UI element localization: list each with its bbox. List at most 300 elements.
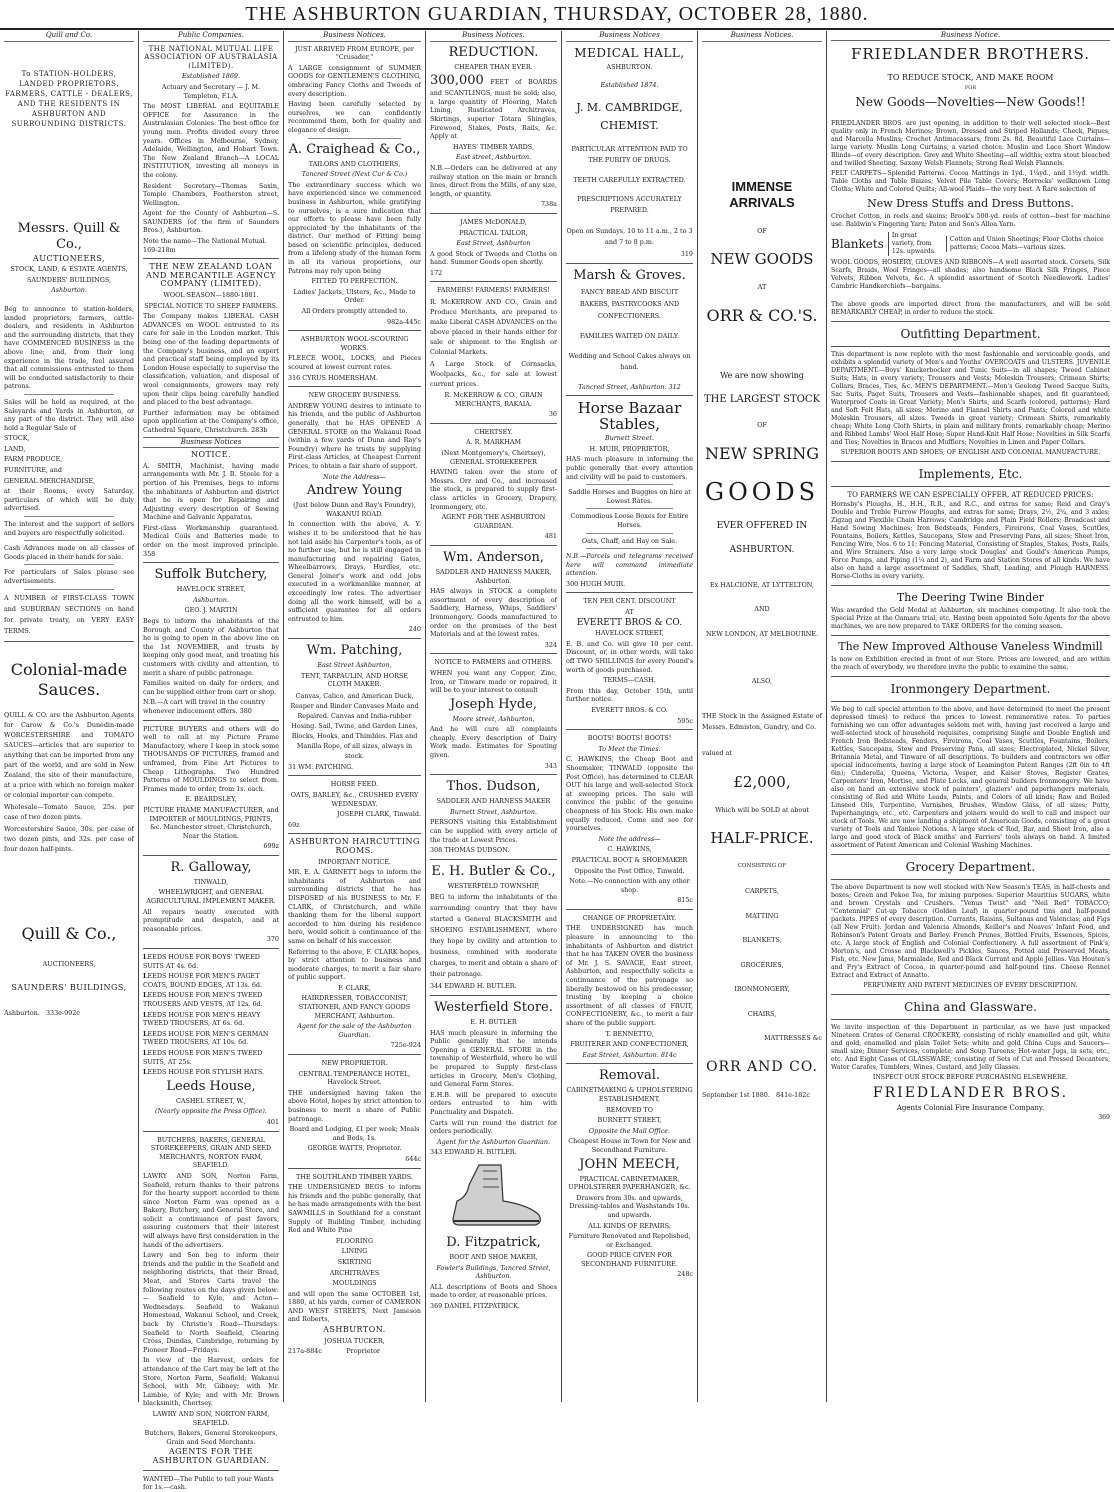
ad-text: AND bbox=[754, 605, 770, 614]
ad-text-span: Further information may be obtained upon application at the Company's office, Cathedral Square, Christchurch. bbox=[143, 408, 279, 434]
ad-text: valued at bbox=[702, 749, 732, 758]
ad-title: BOOTS! BOOTS! BOOTS! bbox=[587, 734, 672, 743]
ad-list-item: IRONMONGERY, bbox=[734, 985, 790, 994]
ad-text: and will open the same OCTOBER 1st, 1880, at his yards, corner of CAMERON AND WEST STREETS, Next Jameson and Roberts, bbox=[288, 1289, 421, 1324]
ad-ref: 36 bbox=[548, 410, 557, 419]
ad-firm-name: Thos. Dudson, bbox=[446, 779, 541, 795]
ad-footer bbox=[702, 1091, 822, 1100]
ad-text: Butchers, Bakers, General Storekeepers, Grain and Seed Merchants. bbox=[144, 1429, 278, 1446]
drop-cap: L bbox=[143, 972, 148, 981]
ad-text: FAMILIES WAITED ON DAILY. bbox=[579, 331, 680, 340]
ad-subtitle: CHEAPER THAN EVER. bbox=[454, 62, 533, 71]
ad-list-item: GROCERIES, bbox=[740, 960, 784, 969]
ad-text: Established 1874. bbox=[600, 81, 659, 90]
ad-text: Saddle Horses and Buggies on hire at Lowest Rates. bbox=[568, 488, 691, 505]
column-header: Business Notices. bbox=[702, 31, 822, 42]
ad-subtitle: WESTERFIELD TOWNSHIP, bbox=[447, 881, 540, 890]
ad-text: E.H.B. will be prepared to execute orders entrusted to him with Punctuality and Dispatch. bbox=[430, 1090, 557, 1116]
ad-firm-name: Wm. Anderson, bbox=[443, 549, 544, 565]
ad-subtitle: A. R. MARKHAM bbox=[465, 438, 522, 447]
ad-text: BEG to inform the inhabitants of the surrounding country that they have started a General BLACKSMITH and SHOEING ESTABLISHMENT, where they hope by civility and attention to business, combined with moderate charges, to merit and obtain a share of their patronage. bbox=[430, 893, 557, 979]
ad-subtitle: FITTED TO PERFECTION. bbox=[311, 277, 398, 286]
ad-title: NEW SPRING bbox=[704, 443, 820, 463]
ad-title: IMMENSE ARRIVALS bbox=[729, 178, 795, 210]
ad-text: ANDREW YOUNG desires to intimate to his friends, and the public of Ashburton generally, that he HAS OPENED A GENERAL STORE on the Wakanui Road (within a few yards of Dunn and Ray's Foundry) where he trusts by supplying First-class Articles, at Cheapest Current Prices, to obtain a fair share of support. bbox=[288, 401, 421, 470]
column-1-quill bbox=[0, 31, 138, 1402]
ad-heading: New Goods—Novelties—New Goods!! bbox=[855, 95, 1086, 109]
ad-ref: 725e-924 bbox=[390, 1041, 421, 1050]
ad-text: HAS much pleasure in informing the public generally that every attention and civility will be paid to customers. bbox=[566, 455, 693, 481]
ad-subtitle: GEO. J. MARTIN bbox=[184, 606, 238, 615]
ad-title: ORR & CO.'S. bbox=[706, 305, 818, 325]
ad-firm-name: ORR AND CO. bbox=[706, 1059, 818, 1076]
ad-list-item: SKIRTING bbox=[337, 1257, 372, 1266]
newspaper-page bbox=[0, 31, 1114, 1492]
ad-ref: 401 bbox=[266, 1117, 279, 1126]
ad-text bbox=[566, 1051, 693, 1060]
ad-town: Ashburton. bbox=[4, 1008, 40, 1017]
ad-town: ASHBURTON. bbox=[729, 545, 795, 556]
leeds-line bbox=[143, 953, 279, 970]
ad-town: ASHBURTON. bbox=[606, 62, 653, 71]
ad-text: N.B.—Parcels and telegrams received here will command immediate attention. bbox=[566, 552, 693, 578]
ad-text: Carts will run round the district for orders periodically. bbox=[430, 1118, 557, 1136]
ad-text: In connection with the above, A. Y. wishes it to be understood that he has not laid aside his Carpenter's tools, as of no further use, but he is still engaged in manufacturing and repairing Gates, Wheelbarrows, Drays, Hurdles, etc. General Joiner's work and odd jobs executed in a workmanlike manner, at exceedingly low rates. The advertiser doing all the work himself, will be a sufficient guarantee for all orders entrusted to him. bbox=[288, 520, 421, 623]
ad-ref: 699z bbox=[263, 842, 279, 851]
ad-text: Which will be SOLD at about bbox=[715, 805, 809, 814]
ad-text: at their Rooms, every Saturday, particulars of which will be duly advertised. bbox=[4, 487, 134, 513]
ad-text: ALSO, bbox=[751, 676, 773, 685]
ad-amount: £2,000, bbox=[733, 772, 791, 791]
ad-subtitle: AUCTIONEERS, bbox=[32, 253, 106, 263]
ad-text: CONSISTING OF bbox=[737, 863, 787, 870]
ad-text: OF bbox=[757, 226, 767, 235]
ad-firm-name: Suffolk Butchery, bbox=[154, 567, 268, 583]
ad-text: Note the Address— bbox=[323, 472, 386, 481]
ad-title: FRIEDLANDER BROTHERS. bbox=[850, 45, 1090, 63]
ad-text bbox=[143, 409, 279, 435]
ad-subtitle: INSPECT OUR STOCK BEFORE PURCHASING ELSEWHERE. bbox=[872, 1074, 1069, 1081]
leeds-text: EEDS HOUSE FOR MEN'S HEAVY TWEED TROUSERS, AT 6s. 6d. bbox=[143, 1010, 261, 1028]
ad-text: A LARGE consignment of SUMMER GOODS for GENTLEMEN'S CLOTHING, embracing Fancy Cloths and Tweeds of every description. bbox=[288, 63, 421, 98]
ad-text: The Company makes LIBERAL CASH ADVANCES on WOOL entrusted to its care for sale in the London market. This being one of the leading departments of the Company's business, and an expert and practical staff being employed by its London House especially to supervise the classification, valuation, and disposal of wool consignments, growers may rely upon their clips being carefully handled and placed to the best advantage. bbox=[143, 312, 279, 407]
ad-text: In view of the Harvest, orders for attendance of the Cart may be left at the Store, Norton Farm, Seafield; Wakanui School, with Mr. Gibney; with Mr. Lambie, of Kyle; and with Mr. Brown blacksmith, Chertsey. bbox=[143, 1356, 279, 1408]
ad-text: ALL KINDS OF REPAIRS. bbox=[588, 1221, 671, 1230]
ad-text: Cotton and Union Sheetings; Floor Cloths choice patterns; Cocoa Mats—various sizes. bbox=[946, 236, 1110, 252]
ad-firm-name: FRIEDLANDER BROS. bbox=[872, 1085, 1069, 1101]
ad-ref: 283b bbox=[251, 425, 268, 434]
ad-text: Lawry and Son beg to inform their friends and the public in the Seafield and neighboring districts, that their Bread, Meat, and Stores Carts travel the following routes on the days given below:— Seafield to Kyle, and Acton—Wednesdays. Seafield to Wakanui Homestead, Wakanui School, and Creek, back by Christie's Road—Thursdays. Seafield to North Seafield, Clearing Cross, Dundas, Cambridge, returning by Pioneer Road—Fridays. bbox=[143, 1251, 279, 1354]
drop-cap: L bbox=[143, 1068, 148, 1077]
ad-text: 316 CYRUS HOMERSHAM. bbox=[288, 373, 378, 382]
ad-subtitle: IMPORTANT NOTICE. bbox=[318, 857, 391, 866]
ad-text: Sales will be held as required, at the Saleyards and Yards in Ashburton, or any part of the district. They will also hold a Regular Sale of bbox=[4, 397, 134, 432]
ad-subtitle: TERMS—CASH. bbox=[603, 676, 656, 685]
ad-title: THE NEW ZEALAND LOAN AND MERCANTILE AGENCY COMPANY (LIMITED). bbox=[146, 262, 276, 289]
ad-firm-name: JOHN MEECH, bbox=[579, 1156, 680, 1172]
ad-subtitle: WOOL SEASON—1880-1881. bbox=[163, 291, 259, 300]
ad-text: A Large Stock of Cornsacks, Woolpacks, &c., for sale at lowest current prices. bbox=[430, 360, 557, 389]
ad-list-item: CARPETS, bbox=[745, 886, 779, 895]
ad-subtitle: BOOT AND SHOE MAKER, bbox=[449, 1252, 538, 1261]
ad-text: A good Stock of Tweeds and Cloths on hand. Summer Goods open shortly. bbox=[430, 249, 557, 267]
ad-subtitle: T. BENNETTO, bbox=[605, 1029, 654, 1038]
ad-text: All repairs neatly executed with promptitude and despatch, and at reasonable prices. bbox=[143, 907, 279, 933]
ad-firm-name: Joseph Hyde, bbox=[449, 696, 538, 712]
ad-text: Agent for the sale of the Ashburton Guardian. bbox=[297, 1022, 412, 1039]
ad-subtitle: SADDLER AND HARNESS MAKER bbox=[436, 797, 551, 806]
masthead-rule bbox=[0, 28, 1114, 30]
ad-heading: Implements, Etc. bbox=[918, 467, 1023, 481]
ad-list-item: MATTING bbox=[745, 911, 779, 920]
ad-text: Burnett Street. bbox=[604, 434, 655, 443]
ad-list-item: FARM PRODUCE, bbox=[4, 455, 63, 464]
ad-list-item: MATTRESSES &c bbox=[764, 1034, 822, 1043]
ad-subtitle: TENT, TARPAULIN, AND HORSE CLOTH MAKER. bbox=[301, 671, 408, 689]
ad-footer bbox=[288, 1347, 421, 1356]
ad-text: Agents Colonial Fire Insurance Company. bbox=[896, 1104, 1045, 1112]
ad-subtitle: LAWRY AND SON, NORTON FARM, SEAFIELD. bbox=[152, 1409, 270, 1427]
ad-text: 344 EDWARD H. BUTLER. bbox=[430, 982, 517, 991]
ad-text: The interest and the support of sellers and buyers are respectfully solicited. bbox=[4, 520, 134, 537]
ad-subtitle: SUPERIOR BOOTS AND SHOES, OF ENGLISH AND COLONIAL MANUFACTURE. bbox=[840, 449, 1101, 456]
ad-ref: 369 bbox=[1098, 1114, 1110, 1121]
ad-firm-name: Leeds House, bbox=[166, 1078, 256, 1094]
drop-cap: L bbox=[143, 1048, 148, 1057]
ad-subtitle: C. HAWKINS, bbox=[607, 845, 652, 854]
ad-ref: 333e-992c bbox=[45, 1008, 80, 1017]
ad-text: Is now on Exhibition erected in front of our Store. Prices are lowered, and are within the reach of everybody, we therefore invite the public to examine the same. bbox=[831, 656, 1110, 671]
boot-shape bbox=[453, 1165, 540, 1225]
ad-text: A NUMBER of FIRST-CLASS TOWN and SUBURBAN SECTIONS on hand for private treaty, on VERY EASY TERMS. bbox=[4, 593, 134, 635]
ad-list-item: ARCHITRAVES bbox=[329, 1268, 380, 1277]
ad-subtitle: AGENTS FOR THE ASHBURTON GUARDIAN. bbox=[152, 1447, 270, 1465]
ad-text: FLEECE WOOL, LOCKS, and Pieces scoured at lowest current rates. bbox=[288, 354, 421, 371]
section-header: Business Notices bbox=[143, 437, 279, 449]
ad-text: Begs to inform the inhabitants of the Borough and County of Ashburton that he is going to open in the above line on the 1st NOVEMBER, and trusts by keeping only good meat, and treating his customers with civility and attention, to merit a share of public patronage. bbox=[143, 617, 279, 677]
ad-text: Having been carefully selected by ourselves, we can confidently recommend them, both for quality and elegance of design. bbox=[288, 100, 421, 134]
ad-title: Colonial-made Sauces. bbox=[10, 659, 128, 699]
ad-text: AGENT FOR THE ASHBURTON GUARDIAN. bbox=[441, 513, 546, 530]
ad-text: Agent for the Ashburton Guardian. bbox=[436, 1137, 550, 1146]
ad-heading: New Dress Stuffs and Dress Buttons. bbox=[867, 197, 1074, 210]
ad-text: PRACTICAL TAILOR, bbox=[459, 228, 528, 237]
ad-heading: The New Improved Althouse Vaneless Windmill bbox=[838, 640, 1103, 653]
ad-heading: The Deering Twine Binder bbox=[896, 591, 1045, 604]
drop-cap: L bbox=[143, 953, 148, 962]
ad-text: Opposite the Mail Office. bbox=[588, 1126, 671, 1135]
ad-text: Hornsby's Ploughs, H., H.H., R.R., and R.C., and extras for same; Reid and Gray's Double and Treble Furrow Ploughs, and extras for same; Drays, 2½, 2¾, and 3 axles; Zigzag and Flexible Chain Harrows; Cambridge and Plain Field Rollers; Broadcast and Hand Sowing Machines; Iron Bedsteads, Fenders, Fireirons, Coal Vases, Scuttles, Fountains, Boilers, Kettles, Saucepans, Stew and Preserving Pans, all sizes; Sheet Iron, Fencing Wire, Nos. 6 to 11; Fencing Material, Consisting of Staples, Stakes, Posts, Rails, and Wire Strainers. Also a very large stock Douglas' and Gould's American Pumps, Force Pumps, and Piping (1¼ and 2), and Farm and Station Stores of all kinds. We have also on hand a large assortment of Saddles, Shaft, Leading, and Plough HARNESS. Horse-Cloths in every variety. bbox=[831, 501, 1110, 580]
ad-text: We beg to call special attention to the above, and have determined (to meet the present depressed times) to reduce the prices to lowest remunerative rates. To parties furnishing we can offer advantages seldom met with, having just received a large and well-selected stock of household requisites, comprising Single and Double English and French Iron Bedsteads, Fenders, Fireirons, Coal Vases, Scuttles, Fountains, Boilers, Kettles, Saucepans, Stew and Preserving Pans, all sizes; Electroplated, Nickel Silver, Britannia Metal, and Tinware of all descriptions. To builders and contractors we offer special inducements, having a large stock of Leamington Patent Ranges (2ft 6in to 4ft 6in); Cinderella, Queens, Victoria, Vesper, and Kaiser Stoves, Register Grates, Carpenters' Iron, Mortise, and Plate Locks, and general builders Ironmongery. We have also on hand an extensive stock of painters', glaziers' and paperhangers materials, consisting of Red and White Leads, Paints, and Colors of all kinds; Raw and Boiled Linseed Oils, Turpentine, Varnishes, Brushes, Window Glass, of all sizes; Putty, Paperhangings, etc., etc. Carpenters and joiners would do well to call and inspect our stock of Tools. We are now landing a shipment of American Goods, consisting of a great variety of Tools and Yankee Notions. A large stock of Rod, Bar, and Sheet Iron, also a large and good stock of Black smiths' and Farriers' tools always on hand. A limited assortment of Patent American and Colonial Washing Machines. bbox=[831, 706, 1110, 849]
ad-heading: Ironmongery Department. bbox=[890, 682, 1051, 696]
ad-title: CHERTSEY. bbox=[474, 427, 513, 436]
ad-firm-name: Messrs. Quill & Co., bbox=[17, 220, 121, 252]
column-header: Public Companies. bbox=[143, 31, 279, 42]
ad-ref: 240 bbox=[408, 625, 421, 634]
ad-text: We invite inspection of this Department in particular, as we have just unpacked Nineteen Crates of General CROCKERY, consisting of richly enamelled and gilt, white and gold, enamelled and plain Toilet Sets; white and gold China Cups and Saucers—small size; Dinner Services, complete; and Soup Tureens; Hot-water Jugs, in sets, etc., etc. And Eight Cases of GLASSWARE, consisting of Sets of Cut and Pressed Decanters, Water Carafes, Tumblers, Wines, Custard, and Jelly Glasses. bbox=[831, 1024, 1110, 1071]
ad-list-item: STOCK, bbox=[4, 434, 30, 443]
ad-title: ASHBURTON WOOL-SCOURING WORKS. bbox=[300, 335, 409, 352]
ad-text: FRUITERER AND CONFECTIONER, bbox=[570, 1040, 689, 1049]
ad-firm-name: Quill & Co., bbox=[21, 923, 117, 943]
ad-footer bbox=[4, 1009, 134, 1018]
ad-title: HALF-PRICE. bbox=[710, 829, 814, 848]
ad-text: Crochet Cotton, in reels and skeins; Brook's 500-yd. reels of cotton—best for machine use. Baldwin's Fingering Yarn; Paton and Son's Alloa Yarn. bbox=[831, 213, 1110, 228]
leeds-line bbox=[143, 1068, 279, 1077]
ad-text: East Street, Ashburton bbox=[456, 239, 531, 248]
ad-text: Board and Lodging, £1 per week; Meals and Beds, 1s. bbox=[289, 1125, 420, 1142]
ad-text-span: N.B.—A cart will travel in the country whenever inducement offers. bbox=[143, 698, 266, 715]
ad-subtitle: H. MUIR, PROPRIETOR, bbox=[589, 444, 670, 453]
ad-text: AT bbox=[757, 283, 767, 292]
ad-text: Oats, Chaff, and Hay on Sale. bbox=[581, 536, 678, 545]
boot-illustration bbox=[439, 1161, 549, 1231]
ad-text: Resident Secretary—Thomas Saxin, Temple Chambers, Featherston street, Wellington. bbox=[143, 181, 279, 207]
ad-text: From this day, October 15th, until further notice. bbox=[566, 686, 693, 704]
masthead: THE ASHBURTON GUARDIAN, THURSDAY, OCTOBER 28, 1880. bbox=[245, 3, 869, 25]
ad-ref: 841e-182c bbox=[775, 1091, 810, 1100]
ad-subtitle: JOSHUA TUCKER, bbox=[324, 1336, 385, 1345]
ad-text: E. B. and Co. will give 10 per cent. Discount, or, in other words, will take off TWO SHILLINGS for every Pound's worth of goods purchased. bbox=[566, 639, 693, 674]
leeds-line bbox=[143, 1049, 279, 1066]
ad-text: (Just below Dunn and Ray's Foundry), WAKANUI ROAD. bbox=[293, 501, 416, 518]
ad-note: Note the name—The National Mutual. bbox=[143, 237, 267, 246]
leeds-text: EEDS HOUSE FOR BOYS' TWEED SUITS AT 4s. 6d. bbox=[143, 953, 260, 970]
ad-text: HAS much pleasure in informing the Public generally that he intends Opening a GENERAL STORE in the township of Westerfield, where he will be prepared to Supply first-class articles in Grocery, Men's Clothing, and General Farm Stores. bbox=[430, 1028, 557, 1089]
ad-text: Note.—No connection with any other shop. bbox=[569, 877, 690, 894]
ad-ref: 319 bbox=[680, 250, 693, 259]
ad-subtitle: GEORGE WATTS, Proprietor. bbox=[307, 1144, 402, 1153]
ad-text: GOOD PRICE GIVEN FOR SECONDHAND FURNITURE. bbox=[581, 1251, 678, 1268]
ad-text: OATS, BARLEY, &c., CRUSHED EVERY WEDNESDAY. bbox=[290, 791, 419, 808]
ad-text: Canvas, Calico, and American Duck, Reaper and Binder Canvases Made and Repaired. Canvas and India-rubber Hosing. Sail, Twine, and Garden Lines, Blocks, Hooks, and Thimbles. Flax and Manilla Rope, of all sizes, always in stock. bbox=[290, 691, 419, 760]
ad-subtitle: E. H. BUTLER bbox=[470, 1018, 517, 1026]
ad-title: NEW GOODS bbox=[710, 250, 814, 269]
ad-date: September 1st 1880. bbox=[702, 1091, 770, 1100]
ad-text: And he will cure all complaints cheaply. Every description of Dairy Work made. Estimates for Spouting given. bbox=[430, 725, 557, 760]
ad-text bbox=[430, 73, 557, 141]
ad-text: QUILL & CO. are the Ashburton Agents for Carow & Co.'s Dunedin-made WORCESTERSHIRE and TOMATO SAUCES—articles that are superior to anything that can be imported from any part of the world, and are sold in New Zealand, the site of their manufacture, at a price with which no foreign maker or colonial importer can compete. bbox=[4, 710, 134, 799]
ad-text: In great variety, from 12s. upwards. bbox=[888, 232, 942, 256]
ad-ref: 324 bbox=[544, 640, 557, 649]
ad-subtitle: HAVELOCK STREET, bbox=[176, 585, 246, 594]
ad-text: LAWRY AND SON, Norton Farm, Seafield, return thanks to their patrons for the hearty support accorded to them since Norton Farm was opened as a Bakery, Butchery, and General Store, and solicit a continuance of past favors, assuring customers that their interest will always have first consideration in the hands of the advertisers. bbox=[143, 1171, 279, 1249]
ad-title: FARMERS! FARMERS! FARMERS! bbox=[437, 286, 550, 295]
ad-text: FELT CARPETS—Splendid Patterns. Cocoa Mattings in 1yd., 1¼yd., and 1½yd. width. Table Cloths and Table Baizes; Velvet Pile Table Covers; Horrocks' wellknown Long Cloths; White and Colored Quilts; All-wool Plaids—the very best. A Rare selection of bbox=[831, 170, 1110, 193]
drop-cap: L bbox=[143, 991, 148, 1000]
ad-list-item: LAND, bbox=[4, 444, 26, 453]
ad-text: 31 WM. PATCHING. bbox=[288, 762, 354, 771]
ad-text: Beg to announce to station-holders, landed proprietors, farmers, cattle-dealers, and residents in Ashburton and the surrounding districts, that they have COMMENCED BUSINESS in the above line; and, from their long experience in the trade, feel assured that all commissions entrusted to them will be conducted satisfactorily to their patrons. bbox=[4, 304, 134, 391]
ad-text: REMOVED TO bbox=[605, 1105, 654, 1114]
ad-text: NEW LONDON, AT MELBOURNE. bbox=[705, 629, 819, 638]
ad-ref: 217a-884c bbox=[288, 1347, 322, 1356]
ad-text: 300 HUGH MUIR. bbox=[566, 579, 626, 588]
ad-text: (Nearly opposite the Press Office). bbox=[155, 1107, 267, 1116]
ad-text: Wholesale—Tomato Sauce, 25s. per case of two dozen pints. bbox=[4, 802, 134, 821]
ad-ref: 814c bbox=[660, 1050, 677, 1059]
ad-subtitle: WHEELWRIGHT, and GENERAL AGRICULTURAL IMPLEMENT MAKER. bbox=[146, 888, 276, 906]
ad-text: Referring to the above, F. CLARK hopes, by strict attention to business and moderate charges, to merit a fair share of public support. bbox=[288, 947, 421, 982]
ad-text: THE UNDERSIGNED BEGS to inform his friends and the public generally, that he has made arrangements with the best SAWMILLS in Southland for a constant Supply of Building Timber, including Red and White Pine bbox=[288, 1183, 421, 1235]
ad-text: Furniture Renovated and Repolished, or Exchanged. bbox=[568, 1232, 691, 1249]
ad-list-item: GENERAL MERCHANDISE, bbox=[4, 476, 96, 485]
ad-title: NEW GROCERY BUSINESS. bbox=[308, 391, 401, 400]
column-header: Business Notices. bbox=[430, 31, 557, 42]
drop-cap: L bbox=[143, 1029, 148, 1038]
ad-text: HAVING taken over the store of Messrs. Orr and Co., and increased the stock, is prepared to supply first-class articles in Grocery, Drapery, Ironmongery, etc. bbox=[430, 468, 557, 511]
ad-subtitle: R. McKERROW & CO., GRAIN MERCHANTS, RAKAIA. bbox=[444, 391, 543, 408]
ad-subtitle: STOCK, LAND, & ESTATE AGENTS, bbox=[10, 265, 128, 274]
ad-list-item: FURNITURE, and bbox=[4, 466, 62, 475]
ad-title: NEW PROPRIETOR. bbox=[321, 1059, 388, 1068]
ad-text: East street, Ashburton. bbox=[455, 153, 532, 162]
ad-list-item: MOULDINGS bbox=[332, 1279, 377, 1288]
ad-text: Cash Advances made on all classes of Goods placed in their hands for sale. bbox=[4, 544, 134, 561]
ad-text: THE undersigned having taken the above Hotel, hopes by strict attention to business to merit a share of Public patronage. bbox=[288, 1088, 421, 1123]
ad-title: THE NATIONAL MUTUAL LIFE ASSOCIATION OF AUSTRALASIA (LIMITED). bbox=[144, 44, 278, 70]
ad-text: The extraordinary success which we have experienced since we commenced business in Ashburton, while gratifying to ourselves, is a sure indication that our efforts to please have been fully appreciated by the inhabitants of the district. Our method of Fitting being based on scientific principles, deduced from a lifelong study of the human form in all its various proportions, our Patrons may rely upon being bbox=[288, 180, 421, 275]
leeds-text: EEDS HOUSE FOR MEN'S TWEED SUITS, AT 25s. bbox=[143, 1048, 263, 1066]
ad-text: Drawers from 30s. and upwards, Dressing-tables and Washstands 10s. and upwards. bbox=[569, 1193, 690, 1219]
ad-firm-name: Westerfield Store. bbox=[434, 1000, 553, 1015]
ad-text: C. HAWKINS, the Cheap Boot and Shoemaker, TINWALD (opposite the Post Office), has determined to CLEAR OUT his large and well-selected Stock at sweeping prices. The sale will convince the public of the genuine cheapness of his Stock. His own make equally reduced. Come and see for yourselves. bbox=[566, 755, 693, 833]
ad-text: Established 1869. bbox=[181, 72, 241, 81]
ad-text bbox=[143, 524, 279, 558]
ad-text: FRIEDLANDER BROS. are just opening, in addition to their well selected stock—Best quality only in French Merinos; Brown, Dressed and Striped Hollands; Check, Piques, and Marcella Muslins; Crochet Antimacassars, from 2s. 8d. Beautiful Lace Curtains—large variety. Muslin Long Curtains, a varied choice. Muslin and Lace Short Window Blinds—of every description. Grey and White Sheeting—all widths; extra stout bleached and twilled Sheeting. Saxony Welsh Flannels; Strong Real Welsh Flannels. bbox=[831, 120, 1110, 167]
ad-firm-name: J. M. CAMBRIDGE, bbox=[576, 100, 683, 114]
column-header: Business Notices. bbox=[288, 31, 421, 42]
ad-text bbox=[143, 237, 279, 254]
ad-heading: Grocery Department. bbox=[905, 860, 1036, 874]
ad-subtitle: SAUNDERS' BUILDINGS, bbox=[26, 275, 112, 284]
column-4-business-notices bbox=[426, 31, 561, 1402]
column-header: Quill and Co. bbox=[4, 31, 134, 42]
column-2-public-companies bbox=[139, 31, 283, 1492]
ad-text-span: Proprietor bbox=[346, 1347, 380, 1356]
ad-text: N.B.—Orders can be delivered at any railway station on the main or branch lines, direct from the Mills, of any size, length, or quantity. bbox=[430, 163, 557, 198]
ad-list-item: FLOORING bbox=[335, 1236, 374, 1245]
ad-text-span: First-class Workmanship guaranteed. Medical Coils and Batteries made to order on the most improved principle. bbox=[143, 523, 279, 550]
ad-text: The above goods are imported direct from the manufacturers, and will be sold REMARKABLY CHEAP, in order to reduce the stock. bbox=[831, 301, 1110, 316]
ad-subtitle: EVER OFFERED IN bbox=[716, 520, 808, 531]
ad-subtitle: CHEMIST. bbox=[600, 118, 659, 132]
ad-text: (Next Montgomery's, Chertsey), GENERAL STOREKEEPER bbox=[441, 449, 546, 466]
ad-text: PICTURE BUYERS and others will do well to call at my Picture Frame Manufactory, where I keep in stock some THOUSANDS OF PICTURES, framed and unframed, from Fine Art Pictures to Cheap Lithographs. Two Hundred Patterns of MOULDINGS to select from. Frames made to order, from 1s. each. bbox=[143, 724, 279, 793]
ad-firm-name: R. Galloway, bbox=[170, 859, 252, 875]
ad-text: East Street Ashburton, bbox=[317, 661, 392, 670]
ad-firm-name: D. Fitzpatrick, bbox=[446, 1234, 541, 1250]
ad-list-item: CHAIRS, bbox=[747, 1009, 777, 1018]
ad-text: To STATION-HOLDERS, LANDED PROPRIETORS, FARMERS, CATTLE - DEALERS, AND THE RESIDENTS IN ASHBURTON AND SURROUNDING DISTRICTS. bbox=[5, 69, 133, 128]
ad-text: THE UNDERSIGNED has much pleasure in announcing to the inhabitants of Ashburton and district that he has TAKEN OVER the business of Mr. J. S. SAVAGE, East street, Ashburton, and respectfully solicits a continuance of the patronage so liberally bestowed on his predecessor, trusting by keeping a choice assortment of all classes of FRUIT, CONFECTIONERY, &c., to merit a fair share of the public support. bbox=[566, 924, 693, 1027]
ad-text: WANTED—The Public to tell your Wants for 1s.—cash. bbox=[143, 1474, 274, 1492]
ad-subtitle: SPECIAL NOTICE TO SHEEP FARMERS. bbox=[144, 301, 278, 310]
ad-text: HAS always in STOCK a complete assortment of every description of Saddlery, Harness, Whips, Saddlers' Ironmongery. Goods manufactured to order on the premises of the best Materials and at the lowest rates. bbox=[430, 587, 557, 639]
ad-text: HAIRDRESSER, TOBACCONIST, STATIONER, AND FANCY GOODS MERCHANT, Ashburton. bbox=[298, 994, 411, 1020]
column-5-business-notices bbox=[562, 31, 697, 1402]
ad-subtitle: FANCY BREAD AND BISCUIT BAKERS, PASTRYCOOKS AND CONFECTIONERS. bbox=[579, 287, 680, 320]
ad-text: Open on Sundays, 10 to 11 a.m., 2 to 3 and 7 to 8 p.m. bbox=[566, 227, 693, 247]
blankets-row bbox=[831, 232, 1110, 256]
ad-ref: 595c bbox=[677, 716, 693, 725]
ad-text: WOOL GOODS, HOSIERY, GLOVES AND RIBBONS—A well assorted stock. Corsets, Silk Scarfs, Braids, Wool Fringes—all shades; also handsome Black Silk Fringes, Piece Velvets, Ribbon Velvets, &c. A splendid assortment of Scotch Needlework. Ladies' Cambric Handkerchiefs—bargains. bbox=[831, 259, 1110, 290]
ad-subtitle: To Meet the Times. bbox=[598, 744, 661, 753]
ad-title: HORSE FEED. bbox=[330, 780, 379, 789]
leeds-line bbox=[143, 972, 279, 989]
ad-text bbox=[143, 698, 279, 715]
ad-firm-name: EVERETT BROS & CO. bbox=[576, 617, 683, 628]
ad-ref: 343 bbox=[544, 761, 557, 770]
leeds-line bbox=[143, 991, 279, 1008]
ad-subtitle: SADDLER AND HARNESS MAKER, Ashburton. bbox=[435, 567, 552, 585]
ad-text: Was awarded the Gold Medal at Ashburton, six machines competing. It also took the Special Prize at the Oamaru trial, etc. Having been appointed Sole Agents for the above machines, we are now prepared to TAKE ORDERS for the coming season. bbox=[831, 607, 1110, 630]
ad-subtitle: THE LARGEST STOCK bbox=[703, 394, 821, 406]
ad-text: Worcestershire Sauce, 30s. per case of two dozen pints, and 32s. per case of four dozen half-pints. bbox=[4, 824, 134, 853]
ad-text: Burnett Street, Ashburton. bbox=[450, 807, 537, 816]
ad-title: TEN PER CENT. DISCOUNT bbox=[583, 597, 676, 606]
ad-text: A. SMITH, Machinist, having made arrangements with Mr. J. B. Steele for a portion of his Premises, begs to inform the inhabitants of Ashburton and district that he is open for Repairing and Adjusting every description of Sewing Machine and Galvanic Apparatus. bbox=[143, 461, 279, 522]
ad-subtitle: EVERETT BROS. & CO. bbox=[591, 706, 668, 714]
ad-subtitle: HAYES' TIMBER YARDS, bbox=[453, 142, 534, 151]
column-3-business-notices bbox=[284, 31, 425, 1402]
ad-text: WHEN you want any Copper, Zinc, Iron, or Tinware made or repaired, it will be to your interest to consult bbox=[430, 668, 557, 695]
leeds-text: EEDS HOUSE FOR MEN'S GERMAN TWEED TROUSERS, AT 10s. 6d. bbox=[143, 1029, 269, 1047]
ad-subtitle: F. CLARK, bbox=[338, 983, 371, 992]
ad-list-item: PARTICULAR ATTENTION PAID TO THE PURITY OF DRUGS. bbox=[571, 144, 688, 164]
ad-text: Tancred Street (Next Cur & Co.) bbox=[301, 170, 408, 179]
ad-firm-name: Andrew Young bbox=[306, 483, 403, 499]
ad-title: THE SOUTHLAND TIMBER YARDS. bbox=[296, 1172, 413, 1181]
ad-text: Commodious Loose Boxes for Entire Horses. bbox=[570, 512, 689, 529]
ad-text: Wedding and School Cakes always on hand. bbox=[568, 351, 691, 371]
ad-title: GOODS bbox=[704, 477, 820, 506]
ad-title: NOTICE to FARMERS and OTHERS. bbox=[434, 658, 553, 667]
ad-text: 343 EDWARD H. BUTLER. bbox=[430, 1148, 517, 1157]
column-6-orr-and-co bbox=[698, 31, 826, 1402]
ad-text: Cheapest House in Town for New and Secondhand Furniture. bbox=[568, 1137, 691, 1154]
leeds-text: EEDS HOUSE FOR MEN'S PAGET COATS, BOUND EDGES, AT 13s. 6d. bbox=[143, 972, 263, 989]
ad-text: Actuary and Secretary — J. M. Templeton, F.I.A. bbox=[161, 82, 261, 100]
ad-firm-name: A. Craighead & Co., bbox=[288, 141, 421, 157]
ad-text: PERSONS visiting this Establishment can be supplied with every article of the trade at Lowest Prices. bbox=[430, 818, 557, 844]
ad-text-span: East Street, Ashburton. bbox=[582, 1050, 659, 1059]
column-header: Business Notice. bbox=[831, 31, 1110, 41]
ad-ref: 69z bbox=[288, 820, 300, 829]
ad-subtitle: CENTRAL TEMPERANCE HOTEL, Havelock Street. bbox=[298, 1069, 411, 1087]
ad-subtitle: SAUNDERS' BUILDINGS, bbox=[11, 983, 127, 993]
column-header: Business Notices bbox=[566, 31, 693, 42]
ad-subtitle: TO REDUCE STOCK, AND MAKE ROOM bbox=[887, 73, 1054, 82]
ad-title: NOTICE. bbox=[190, 450, 232, 460]
ad-ref: 358 bbox=[143, 549, 156, 558]
ad-ref: 370 bbox=[266, 935, 279, 944]
drop-cap: L bbox=[143, 1010, 148, 1019]
ad-text: ALL descriptions of Boots and Shoes made to order, at reasonable prices. bbox=[430, 1282, 557, 1300]
ad-text: PRACTICAL BOOT & SHOEMAKER bbox=[571, 855, 688, 864]
ad-title: Removal. bbox=[598, 1068, 661, 1084]
ad-town: TINWALD, bbox=[193, 877, 229, 886]
ad-list-item: BLANKETS, bbox=[742, 936, 782, 945]
ad-text: Fowler's Buildings, Tancred Street, Ashburton. bbox=[436, 1263, 551, 1281]
ad-firm-name: Wm. Patching, bbox=[306, 643, 403, 659]
ad-subtitle: CABINETMAKING & UPHOLSTERING ESTABLISHMENT, bbox=[566, 1086, 693, 1103]
ad-town: Ashburton. bbox=[193, 595, 229, 604]
ad-heading: Blankets bbox=[831, 237, 884, 251]
ad-text: 369 DANIEL FITZPATRICK. bbox=[430, 1301, 520, 1310]
ad-text: We are now showing bbox=[720, 370, 804, 380]
ad-text: Agent for the County of Ashburton—S. SAUNDERS (of the firm of Saunders Bros.), Ashburton. bbox=[143, 209, 279, 235]
